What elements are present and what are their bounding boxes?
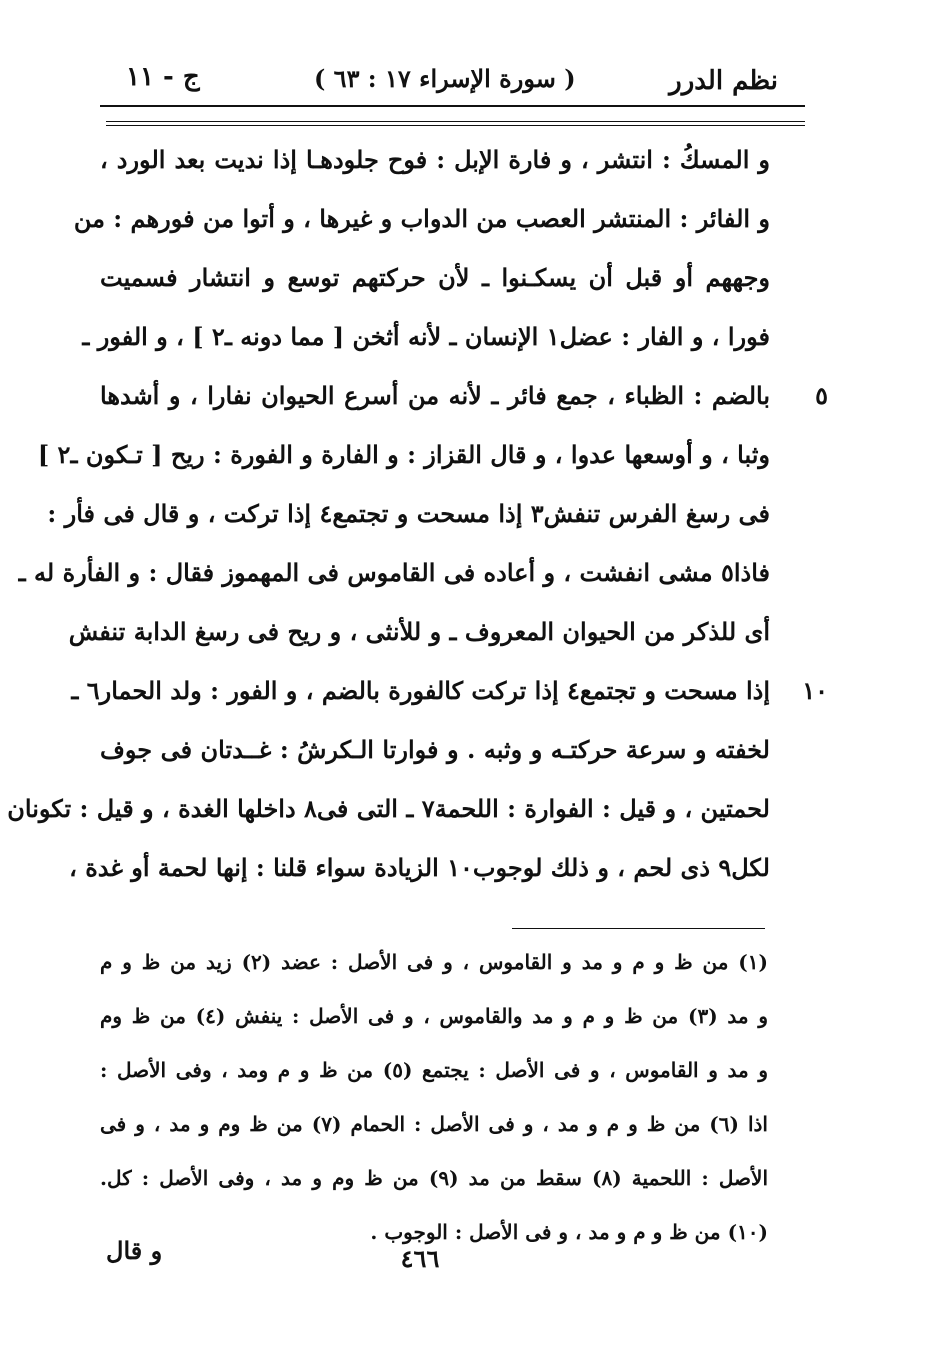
- text-line: لكل٩ ذى لحم ، و ذلك لوجوب١٠ الزيادة سواء قلنا : إنها لحمة أو غدة ،: [69, 853, 770, 882]
- line-number: ١٠: [802, 676, 828, 705]
- volume-number: ج - ١١: [126, 62, 200, 92]
- text-line: بالضم : الظباء ، جمع فائر ـ لأنه من أسرع الحيوان نفارا ، و أشدها ٥: [100, 366, 770, 425]
- book-title: نظم الدرر: [669, 66, 778, 96]
- footnote-line: الأصل : اللحمية (٨) سقط من مد (٩) من ظ وم و مد ، وفى الأصل : كل.: [100, 1166, 769, 1190]
- text-line: فورا ، و الفار : عضل١ الإنسان ـ لأنه أثخن [ مما دونه ـ٢ ] ، و الفور ـ: [82, 322, 770, 351]
- text-line: فى رسغ الفرس تنفش٣ إذا مسحت و تجتمع٤ إذا تركت ، و قال فى فأر :: [47, 499, 770, 528]
- footnote-line: و مد و القاموس ، و فى الأصل : يجتمع (٥) من ظ و م ومد ، وفى الأصل :: [100, 1058, 768, 1082]
- text-line: وثبا ، و أوسعها عدوا ، و قال القزاز : و الفارة و الفورة : ريح [ تـكون ـ٢ ]: [37, 440, 770, 469]
- text-line: و المسكُ : انتشر ، و فارة الإبل : فوح جلودهـا إذا نديت بعد الورد ،: [100, 145, 770, 174]
- running-header: [100, 52, 800, 102]
- text-line: أى للذكر من الحيوان المعروف ـ و للأنثى ، و ريح فى رسغ الدابة تنفش: [68, 617, 770, 646]
- catchword: و قال: [106, 1236, 163, 1265]
- surah-reference: ( سورة الإسراء ١٧ : ٦٣ ): [313, 64, 576, 93]
- text-line: وجههم أو قبل أن يسكـنوا ـ لأن حركتهم توسع و انتشار فسميت: [100, 263, 771, 292]
- page-number: ٤٦٦: [400, 1244, 440, 1273]
- header-rule-double-1: [106, 121, 805, 122]
- text-line: فاذا٥ مشى انفشت ، و أعاده فى القاموس فى المهموز فقال : و الفأرة له ـ: [18, 558, 770, 587]
- footnote-line: (١) من ظ و م و مد و القاموس ، و فى الأصل : عضد (٢) زيد من ظ و م: [100, 950, 768, 974]
- footnotes: [100, 935, 768, 1259]
- header-rule: [100, 105, 805, 107]
- line-number: ٥: [815, 381, 828, 410]
- text-line: لحمتين ، و قيل : الفوارة : اللحمة٧ ـ التى فى٨ داخلها الغدة ، و قيل : تكونان: [7, 794, 770, 823]
- main-text: [7, 130, 828, 897]
- header-rule-double-2: [106, 125, 805, 126]
- text-line: إذا مسحت و تجتمع٤ إذا تركت كالفورة بالضم ، و الفور : ولد الحمار٦ ـ ١٠: [100, 661, 770, 720]
- footnote-line: و مد (٣) من ظ و م و مد والقاموس ، و فى الأصل : ينفش (٤) من ظ وم: [100, 1004, 769, 1028]
- text-line: و الفائر : المنتشر العصب من الدواب و غيرها ، و أتوا من فورهم : من: [73, 204, 770, 233]
- footnote-line: اذا (٦) من ظ و م و مد ، و فى الأصل : الحمام (٧) من ظ وم و مد ، و فى: [100, 1112, 768, 1136]
- text-line: لخفته و سرعة حركتـه و وثبه . و فوارتا الـكرشُ : غــدتان فى جوف: [100, 735, 770, 764]
- footnote-separator: [512, 928, 765, 929]
- footnote-line: (١٠) من ظ و م و مد ، و فى الأصل : الوجوب .: [370, 1220, 768, 1244]
